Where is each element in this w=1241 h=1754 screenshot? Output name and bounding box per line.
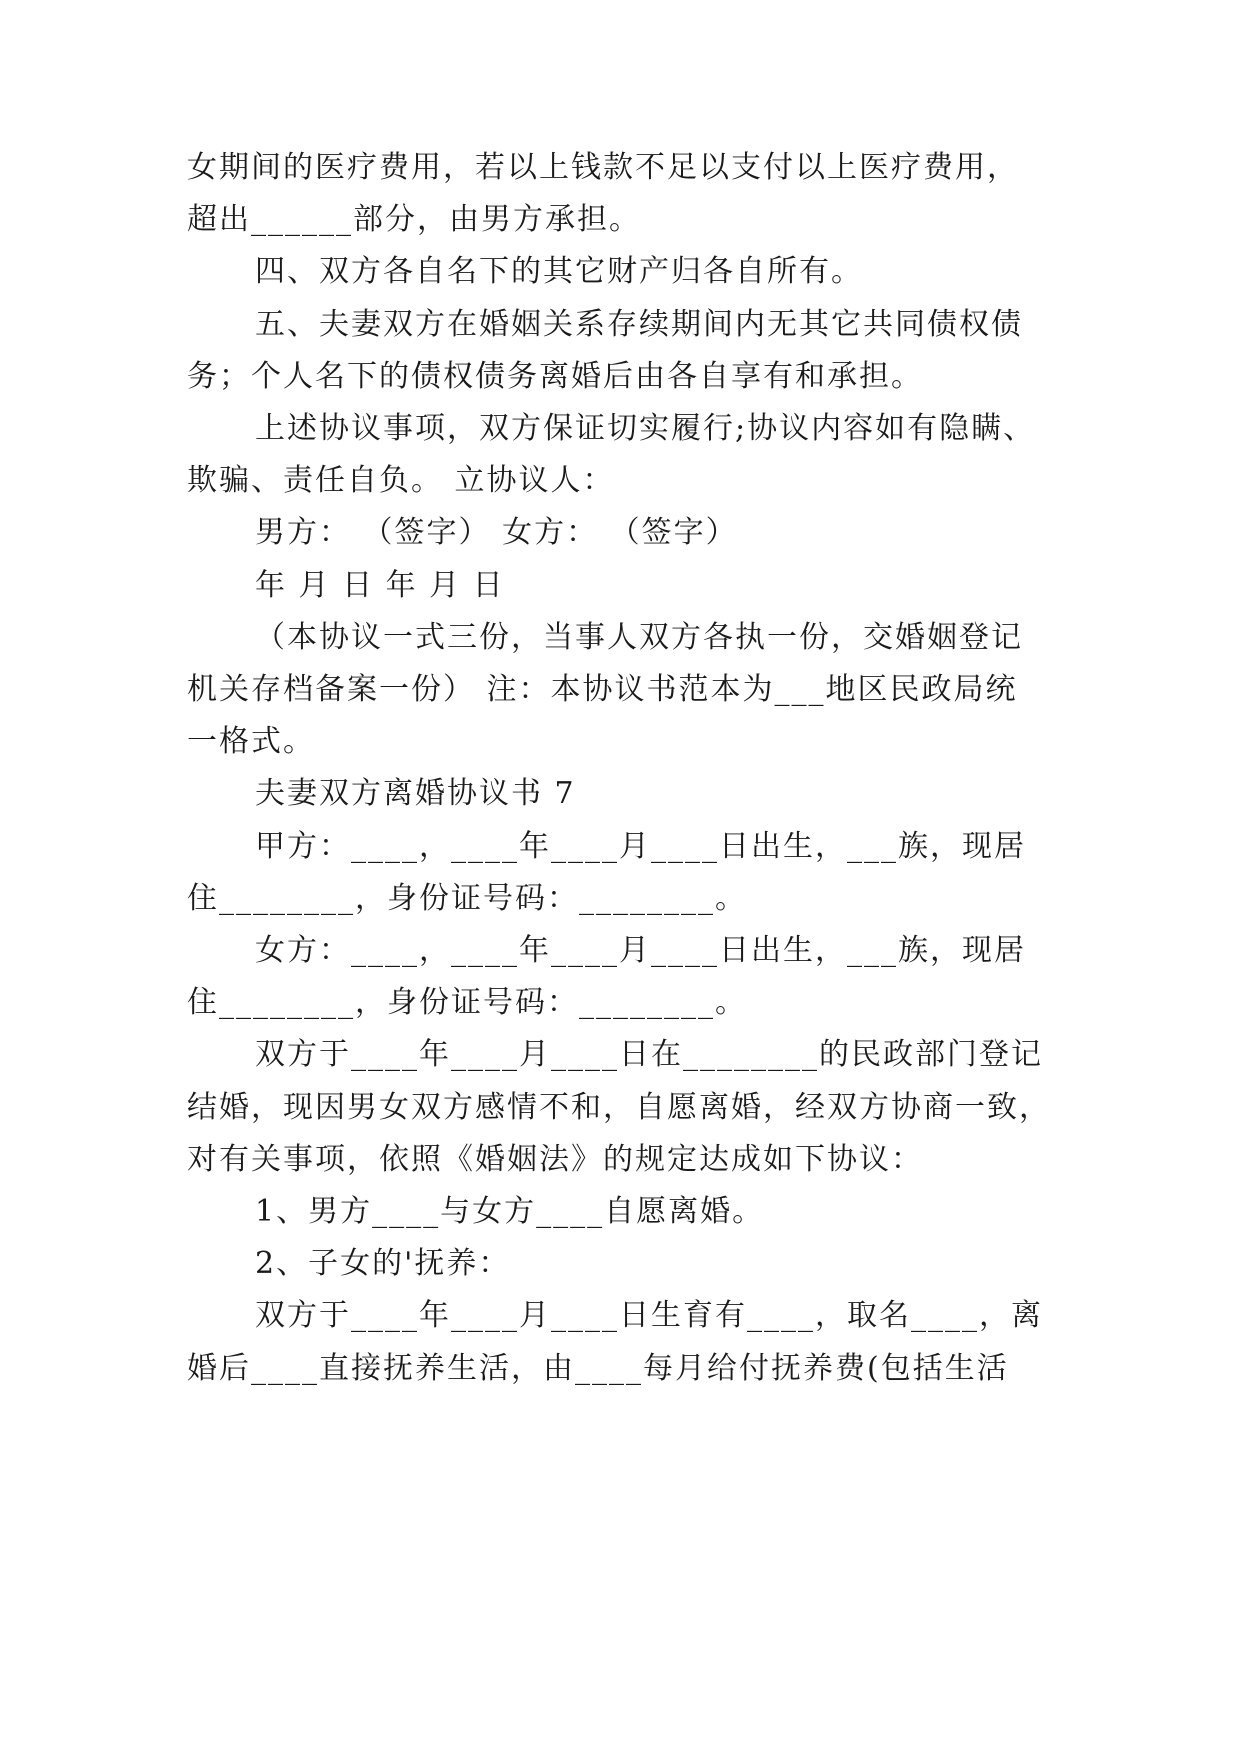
text-line: 甲方：____，____年____月____日出生，___族，现居 [255,829,1026,864]
text-line: 对有关事项，依照《婚姻法》的规定达成如下协议： [187,1142,923,1177]
section-heading: 夫妻双方离婚协议书 7 [255,776,576,811]
text-line: 双方于____年____月____日生育有____，取名____，离 [255,1298,1043,1333]
text-line: （本协议一式三份，当事人双方各执一份，交婚姻登记 [255,620,1023,655]
text-line: 五、夫妻双方在婚姻关系存续期间内无其它共同债权债 [255,307,1023,342]
text-line: 欺骗、责任自负。 立协议人： [187,463,615,498]
text-line: 四、双方各自名下的其它财产归各自所有。 [255,254,863,289]
text-line: 住________，身份证号码：________。 [187,881,747,916]
text-line: 婚后____直接抚养生活，由____每月给付抚养费(包括生活 [187,1351,1009,1386]
text-line: 机关存档备案一份） 注：本协议书范本为___地区民政局统 [187,672,1018,707]
text-line: 住________，身份证号码：________。 [187,985,747,1020]
text-line: 结婚，现因男女双方感情不和，自愿离婚，经双方协商一致， [187,1090,1051,1125]
text-line: 双方于____年____月____日在________的民政部门登记 [255,1037,1043,1072]
date-line: 年 月 日 年 月 日 [255,568,505,603]
text-line: 女方：____，____年____月____日出生，___族，现居 [255,933,1026,968]
text-line: 2、子女的'抚养： [255,1246,511,1281]
text-line: 一格式。 [187,724,315,759]
text-line: 1、男方____与女方____自愿离婚。 [255,1194,765,1229]
text-line: 超出______部分，由男方承担。 [187,202,641,237]
text-line: 女期间的医疗费用，若以上钱款不足以支付以上医疗费用， [187,150,1019,185]
signature-line: 男方： （签字） 女方： （签字） [255,515,738,550]
text-line: 上述协议事项，双方保证切实履行;协议内容如有隐瞒、 [255,411,1036,446]
text-line: 务；个人名下的债权债务离婚后由各自享有和承担。 [187,359,923,394]
